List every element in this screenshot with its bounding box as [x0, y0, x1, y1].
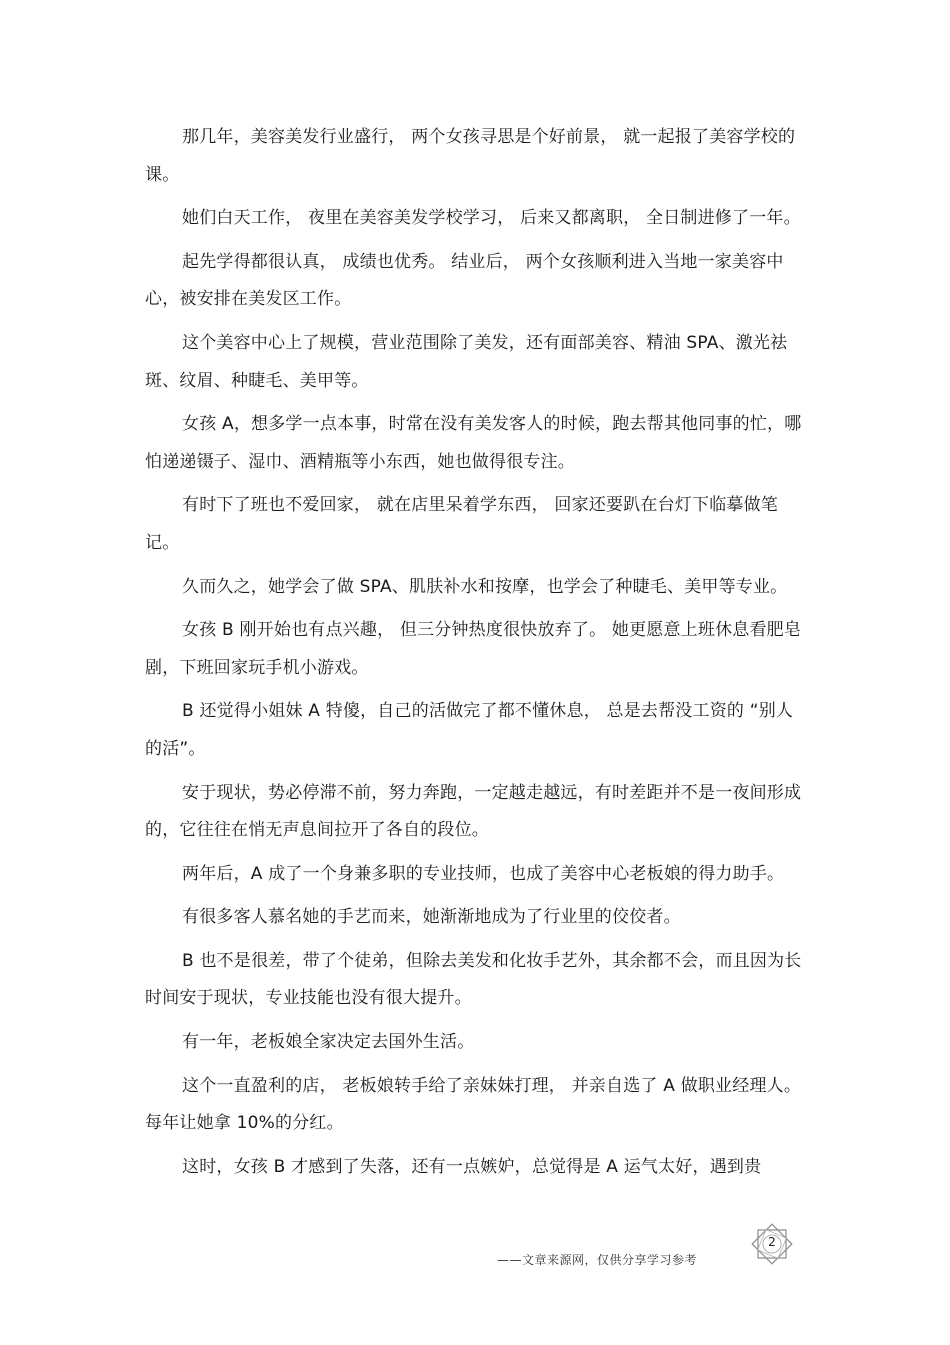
paragraph: 安于现状，势必停滞不前，努力奔跑，一定越走越远，有时差距并不是一夜间形成的，它往往在悄无声息间拉开了各自的段位。 — [145, 782, 802, 841]
paragraph: 两年后，A 成了一个身兼多职的专业技师，也成了美容中心老板娘的得力助手。 — [182, 863, 785, 884]
paragraph: 这个一直盈利的店， 老板娘转手给了亲妹妹打理， 并亲自选了 A 做职业经理人。每年让她拿 10%的分红。 — [145, 1075, 802, 1134]
article-body — [145, 119, 810, 1192]
source-note: ——文章来源网，仅供分享学习参考 — [497, 1253, 698, 1267]
paragraph: 起先学得都很认真， 成绩也优秀。 结业后， 两个女孩顺利进入当地一家美容中心，被安排在美发区工作。 — [145, 251, 784, 310]
paragraph: B 也不是很差，带了个徒弟，但除去美发和化妆手艺外，其余都不会，而且因为长时间安于现状，专业技能也没有很大提升。 — [145, 950, 802, 1009]
paragraph: 有很多客人慕名她的手艺而来，她渐渐地成为了行业里的佼佼者。 — [182, 907, 681, 928]
paragraph: 有时下了班也不爱回家， 就在店里呆着学东西， 回家还要趴在台灯下临摹做笔记。 — [145, 495, 779, 553]
paragraph: 女孩 B 刚开始也有点兴趣， 但三分钟热度很快放弃了。 她更愿意上班休息看肥皂剧，下班回家玩手机小游戏。 — [145, 620, 802, 678]
page-number-badge — [748, 1220, 796, 1268]
paragraph: 女孩 A，想多学一点本事，时常在没有美发客人的时候，跑去帮其他同事的忙，哪怕递递镊子、湿巾、酒精瓶等小东西，她也做得很专注。 — [145, 414, 802, 472]
paragraph: 有一年，老板娘全家决定去国外生活。 — [182, 1032, 475, 1053]
paragraph: 她们白天工作， 夜里在美容美发学校学习， 后来又都离职， 全日制进修了一年。 — [182, 208, 801, 229]
page-number: 2 — [768, 1235, 776, 1249]
paragraph: 那几年，美容美发行业盛行， 两个女孩寻思是个好前景， 就一起报了美容学校的课。 — [145, 127, 796, 185]
paragraph: B 还觉得小姐妹 A 特傻，自己的活做完了都不懂休息， 总是去帮没工资的 “别人的活”。 — [145, 701, 794, 759]
paragraph: 久而久之，她学会了做 SPA、肌肤补水和按摩，也学会了种睫毛、美甲等专业。 — [182, 576, 788, 597]
paragraph: 这时，女孩 B 才感到了失落，还有一点嫉妒，总觉得是 A 运气太好，遇到贵 — [182, 1156, 762, 1177]
paragraph: 这个美容中心上了规模，营业范围除了美发，还有面部美容、精油 SPA、激光祛斑、纹眉、种睫毛、美甲等。 — [145, 332, 788, 391]
